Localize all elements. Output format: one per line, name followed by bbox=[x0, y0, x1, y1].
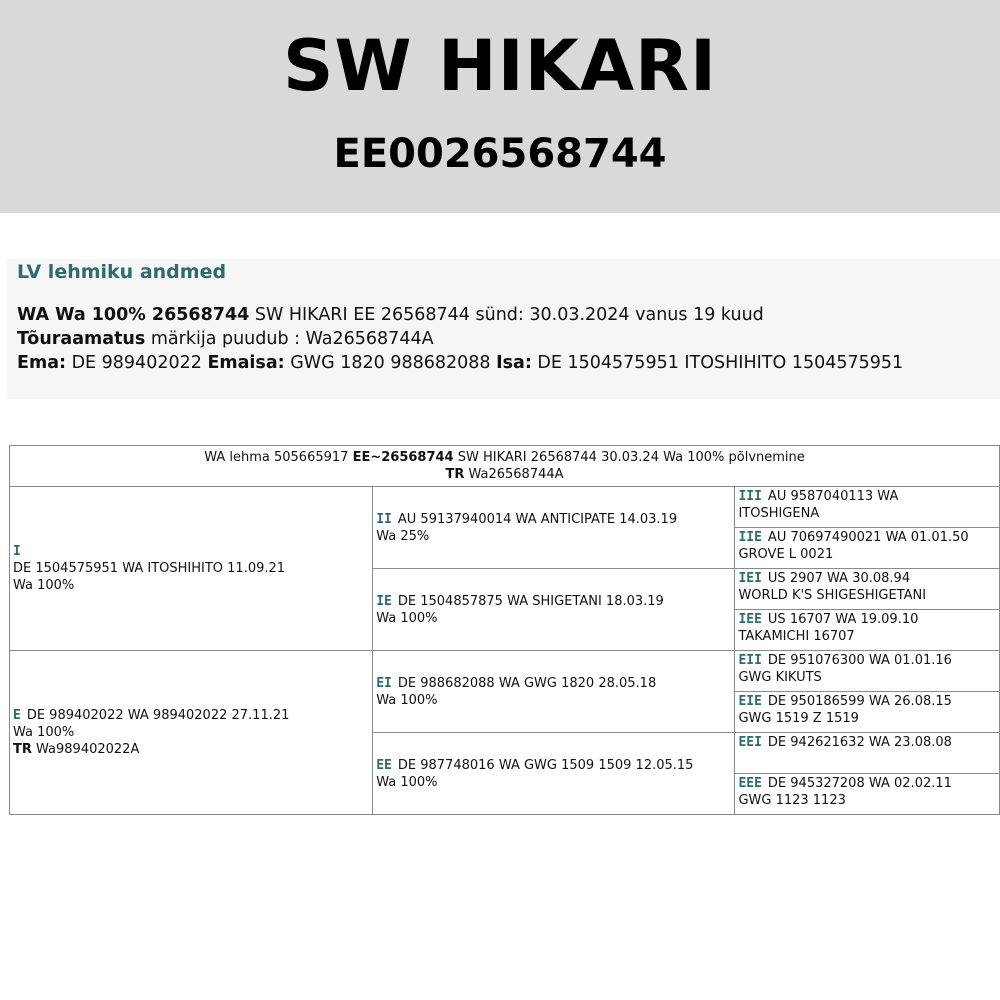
pedigree-dam-tr-label: TR bbox=[13, 742, 32, 757]
pedigree-line: US 16707 WA 19.09.10 bbox=[767, 612, 919, 627]
pedigree-line: Wa 100% bbox=[376, 692, 438, 708]
breed-id-bold: WA Wa 100% 26568744 bbox=[17, 305, 250, 325]
pedigree-line: DE 989402022 WA 989402022 27.11.21 bbox=[26, 708, 290, 723]
pedigree-line: AU 59137940014 WA ANTICIPATE 14.03.19 bbox=[397, 511, 678, 527]
pedigree-tag: IE bbox=[376, 593, 392, 609]
pedigree-header bbox=[10, 446, 1000, 487]
pedigree-tag: IEE bbox=[738, 612, 762, 627]
identity-text: SW HIKARI EE 26568744 sünd: 30.03.2024 vanus 19 kuud bbox=[249, 305, 764, 325]
mother-value: DE 989402022 bbox=[66, 353, 208, 373]
pedigree-gen3-cell bbox=[735, 651, 999, 692]
pedigree-gen3-pair bbox=[735, 733, 1000, 815]
pedigree-line: DE 942621632 WA 23.08.08 bbox=[767, 735, 952, 750]
grandsire-value: GWG 1820 988682088 bbox=[284, 353, 497, 373]
sire-label: Isa: bbox=[496, 353, 532, 373]
pedigree-line: GROVE L 0021 bbox=[738, 547, 834, 562]
pedigree-gen3-cell bbox=[735, 487, 999, 528]
pedigree-tag: IIE bbox=[738, 530, 762, 545]
pedigree-table bbox=[9, 445, 1000, 815]
pedigree-line: DE 987748016 WA GWG 1509 1509 12.05.15 bbox=[397, 757, 694, 773]
pedigree-line: AU 70697490021 WA 01.01.50 bbox=[767, 530, 969, 545]
pedigree-gen3-pair bbox=[735, 487, 1000, 569]
pedigree-tag: EIE bbox=[738, 694, 762, 709]
pedigree-dam-tr-value: Wa989402022A bbox=[31, 742, 140, 757]
herdbook-label: Tõuraamatus bbox=[17, 329, 146, 349]
pedigree-tag: E bbox=[13, 708, 21, 723]
pedigree-tag: IEI bbox=[738, 571, 762, 586]
pedigree-line: WORLD K'S SHIGESHIGETANI bbox=[738, 588, 927, 603]
pedigree-gen3-cell bbox=[735, 528, 999, 568]
info-line-herdbook bbox=[17, 327, 434, 351]
pedigree-line: DE 1504575951 WA ITOSHIHITO 11.09.21 bbox=[13, 561, 286, 576]
pedigree-dam-cell bbox=[10, 651, 373, 815]
pedigree-line: ITOSHIGENA bbox=[738, 506, 820, 521]
pedigree-tag: EEE bbox=[738, 776, 762, 791]
pedigree-tag: I bbox=[13, 544, 21, 559]
pedigree-gen2-cell bbox=[373, 651, 735, 733]
pedigree-line: GWG KIKUTS bbox=[738, 670, 822, 685]
pedigree-header-tr-value: Wa26568744A bbox=[464, 467, 564, 482]
pedigree-gen2-cell bbox=[373, 733, 735, 815]
pedigree-gen3-cell bbox=[735, 610, 999, 650]
pedigree-line: US 2907 WA 30.08.94 bbox=[767, 571, 911, 586]
pedigree-line: DE 1504857875 WA SHIGETANI 18.03.19 bbox=[397, 593, 664, 609]
pedigree-line: Wa 100% bbox=[13, 578, 75, 593]
pedigree-line: DE 988682088 WA GWG 1820 28.05.18 bbox=[397, 675, 657, 691]
pedigree-gen3-cell bbox=[735, 569, 999, 610]
animal-info-panel bbox=[7, 259, 1000, 399]
pedigree-line: Wa 100% bbox=[13, 725, 75, 740]
pedigree-gen3-pair bbox=[735, 651, 1000, 733]
animal-name-title: SW HIKARI bbox=[283, 25, 717, 107]
pedigree-gen3-cell bbox=[735, 692, 999, 732]
pedigree-gen2-cell bbox=[373, 569, 735, 651]
pedigree-header-pre: WA lehma 505665917 bbox=[204, 450, 353, 465]
pedigree-line: TAKAMICHI 16707 bbox=[738, 629, 855, 644]
pedigree-line: DE 951076300 WA 01.01.16 bbox=[767, 653, 952, 668]
sire-value: DE 1504575951 ITOSHIHITO 1504575951 bbox=[531, 353, 904, 373]
page-header bbox=[0, 0, 1000, 213]
pedigree-line: DE 950186599 WA 26.08.15 bbox=[767, 694, 952, 709]
pedigree-header-id: EE~26568744 bbox=[352, 450, 454, 465]
pedigree-tag: EEI bbox=[738, 735, 762, 750]
pedigree-line: AU 9587040113 WA bbox=[767, 489, 899, 504]
pedigree-sire-cell bbox=[10, 487, 373, 651]
grandsire-label: Emaisa: bbox=[207, 353, 285, 373]
herdbook-text: märkija puudub : Wa26568744A bbox=[145, 329, 434, 349]
pedigree-gen3-cell bbox=[735, 774, 999, 814]
pedigree-header-tr-label: TR bbox=[445, 467, 465, 482]
pedigree-gen2-cell bbox=[373, 487, 735, 569]
pedigree-tag: II bbox=[376, 511, 392, 527]
pedigree-gen3-cell bbox=[735, 733, 999, 774]
registration-number: EE0026568744 bbox=[333, 131, 667, 177]
pedigree-gen3-pair bbox=[735, 569, 1000, 651]
mother-label: Ema: bbox=[17, 353, 66, 373]
pedigree-line: GWG 1123 1123 bbox=[738, 793, 846, 808]
info-line-identity bbox=[17, 303, 764, 327]
pedigree-tag: EE bbox=[376, 757, 392, 773]
pedigree-tag: EII bbox=[738, 653, 762, 668]
info-line-parents bbox=[17, 351, 903, 375]
info-heading: LV lehmiku andmed bbox=[17, 261, 227, 283]
pedigree-line: Wa 100% bbox=[376, 610, 438, 626]
pedigree-line: Wa 100% bbox=[376, 774, 438, 790]
pedigree-tag: III bbox=[738, 489, 762, 504]
pedigree-line: Wa 25% bbox=[376, 528, 430, 544]
pedigree-line: DE 945327208 WA 02.02.11 bbox=[767, 776, 952, 791]
pedigree-line: GWG 1519 Z 1519 bbox=[738, 711, 859, 726]
pedigree-tag: EI bbox=[376, 675, 392, 691]
pedigree-header-post: SW HIKARI 26568744 30.03.24 Wa 100% põlvnemine bbox=[453, 450, 805, 465]
